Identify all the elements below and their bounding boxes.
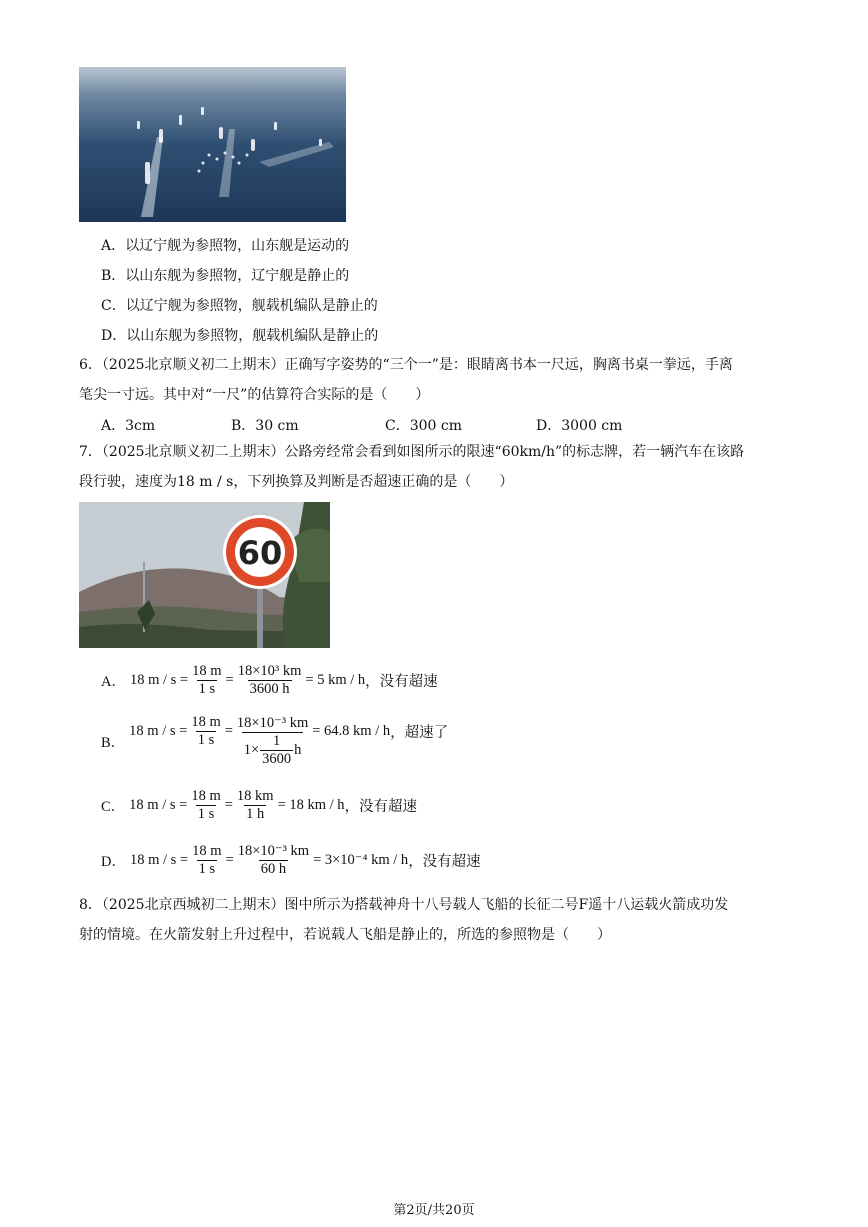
option-label: A． — [101, 674, 126, 690]
result: = 5 km / h — [305, 672, 366, 688]
option-label: B． — [101, 735, 126, 751]
equals: = — [225, 672, 234, 688]
option-label: D． — [101, 854, 126, 870]
q7-stem-line1: 7．（2025北京顺义初二上期末）公路旁经常会看到如图所示的限速“60km/h”的标志牌，若一辆汽车在该路 — [79, 444, 745, 460]
fraction-2: $\frac{\text{18×10³ km}}{3600 h}$ — [237, 663, 302, 697]
q5-option-a: A．以辽宁舰为参照物，山东舰是运动的 — [101, 238, 350, 254]
q7-stem-line2: 段行驶，速度为18 m / s，下列换算及判断是否超速正确的是（ ） — [79, 474, 514, 490]
lhs: 18 m / s = — [129, 852, 189, 868]
q7-option-c — [101, 788, 417, 823]
equals: = — [224, 797, 233, 813]
q7-option-b — [101, 715, 448, 768]
fleet-photo — [79, 67, 346, 222]
q7-option-a — [101, 663, 438, 698]
q8-stem — [79, 890, 789, 950]
judgement: ，没有超速 — [365, 674, 438, 690]
q5-option-c: C．以辽宁舰为参照物，舰载机编队是静止的 — [101, 298, 378, 314]
q7-option-d — [101, 843, 481, 878]
result: = 64.8 km / h — [312, 723, 391, 739]
q7-stem — [79, 437, 789, 497]
q6-option-b: B．30 cm — [231, 418, 299, 434]
q8-stem-line1: 8．（2025北京西城初二上期末）图中所示为搭载神舟十八号载人飞船的长征二号F遥十八运载火箭成功发 — [79, 897, 729, 913]
result: = 18 km / h — [277, 797, 345, 813]
judgement: ，超速了 — [390, 725, 449, 741]
result: = 3×10⁻⁴ km / h — [313, 852, 409, 868]
q6-option-c: C．300 cm — [385, 418, 462, 434]
q6-stem-line1: 6．（2025北京顺义初二上期末）正确写字姿势的“三个一”是：眼睛离书本一尺远，胸离书桌一拳远，手离 — [79, 357, 733, 373]
fraction-2: 18×10⁻³ km 1× $\frac{1}{3600}$ h — [236, 715, 309, 767]
judgement: ，没有超速 — [408, 854, 481, 870]
option-label: C． — [101, 799, 126, 815]
speed-sign-number: 60 — [237, 534, 283, 572]
equals: = — [225, 852, 234, 868]
fraction-1: $\frac{18 m}{1 s}$ — [191, 788, 221, 822]
q8-stem-line2: 射的情境。在火箭发射上升过程中，若说载人飞船是静止的，所选的参照物是（ ） — [79, 927, 611, 943]
fraction-2: $\frac{18 km}{1 h}$ — [236, 788, 274, 822]
q6-stem — [79, 350, 789, 410]
equals: = — [224, 723, 233, 739]
fraction-2: $\frac{\text{18×10⁻³ km}}{60 h}$ — [237, 843, 310, 877]
speed-limit-photo — [79, 502, 330, 648]
q5-option-b: B．以山东舰为参照物，辽宁舰是静止的 — [101, 268, 350, 284]
q6-stem-line2: 笔尖一寸远。其中对“一尺”的估算符合实际的是（ ） — [79, 387, 430, 403]
fraction-1: $\frac{18 m}{1 s}$ — [192, 843, 222, 877]
fraction-1: $\frac{18 m}{1 s}$ — [191, 714, 221, 748]
q6-option-d: D．3000 cm — [536, 418, 623, 434]
lhs: 18 m / s = — [129, 723, 188, 739]
lhs: 18 m / s = — [129, 672, 189, 688]
judgement: ，没有超速 — [344, 799, 418, 815]
q5-option-d: D．以山东舰为参照物，舰载机编队是静止的 — [101, 328, 379, 344]
page-number: 第2页/共20页 — [393, 1203, 475, 1218]
fraction-1: $\frac{18 m}{1 s}$ — [192, 663, 222, 697]
lhs: 18 m / s = — [129, 797, 188, 813]
q6-option-a: A．3cm — [101, 418, 156, 434]
